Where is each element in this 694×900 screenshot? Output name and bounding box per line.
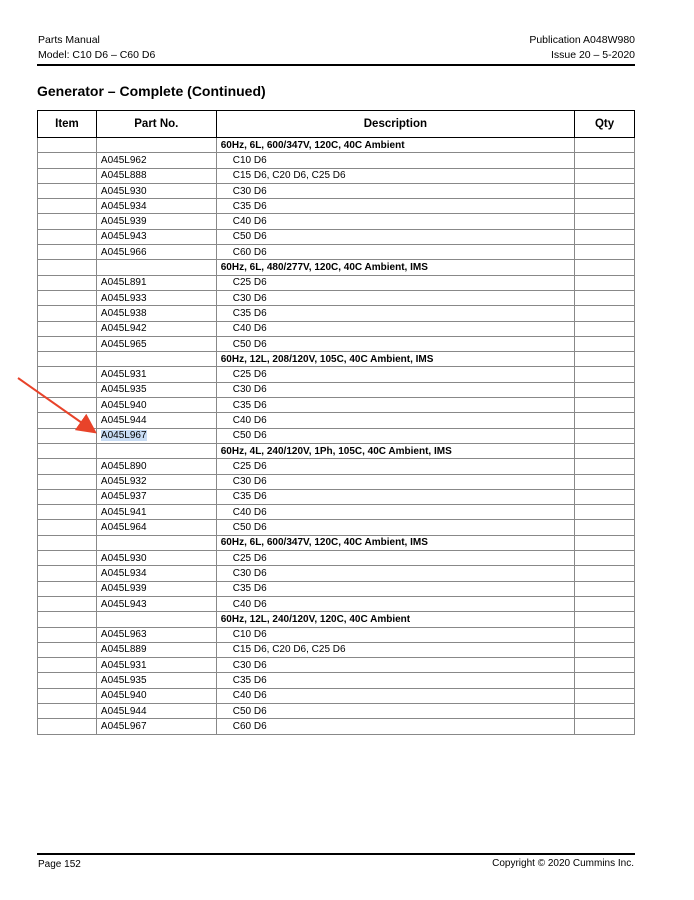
column-header-qty: Qty (575, 111, 635, 138)
part-number: A045L940 (100, 690, 147, 702)
part-number: A045L941 (100, 506, 147, 518)
copyright: Copyright © 2020 Cummins Inc. (492, 858, 634, 869)
part-number: A045L940 (100, 399, 147, 411)
section-heading: 60Hz, 12L, 240/120V, 120C, 40C Ambient (216, 612, 574, 627)
footer-divider (37, 853, 635, 855)
part-number: A045L932 (100, 476, 147, 488)
description-cell: C35 D6 (216, 673, 574, 688)
description-cell: C25 D6 (216, 367, 574, 382)
column-header-part-no: Part No. (96, 111, 216, 138)
description-cell: C35 D6 (216, 306, 574, 321)
description-cell: C40 D6 (216, 505, 574, 520)
description-cell: C35 D6 (216, 199, 574, 214)
description-cell: C60 D6 (216, 245, 574, 260)
issue-date: Issue 20 – 5-2020 (550, 49, 635, 61)
part-number: A045L942 (100, 323, 147, 335)
page-title: Generator – Complete (Continued) (37, 83, 266, 99)
description-cell: C50 D6 (216, 336, 574, 351)
column-header-item: Item (38, 111, 97, 138)
part-number: A045L935 (100, 384, 147, 396)
publication-number: Publication A048W980 (529, 34, 635, 46)
description-cell: C40 D6 (216, 596, 574, 611)
section-heading: 60Hz, 6L, 600/347V, 120C, 40C Ambient (216, 138, 574, 153)
part-number: A045L943 (100, 231, 147, 243)
part-number: A045L967 (100, 430, 147, 442)
part-number: A045L944 (100, 705, 147, 717)
part-number: A045L943 (100, 598, 147, 610)
part-number: A045L930 (100, 185, 147, 197)
description-cell: C35 D6 (216, 398, 574, 413)
part-number: A045L967 (100, 720, 147, 732)
part-number: A045L934 (100, 200, 147, 212)
part-number: A045L930 (100, 552, 147, 564)
description-cell: C35 D6 (216, 581, 574, 596)
section-heading: 60Hz, 6L, 600/347V, 120C, 40C Ambient, IMS (216, 535, 574, 550)
model-range: Model: C10 D6 – C60 D6 (38, 49, 156, 61)
description-cell: C40 D6 (216, 688, 574, 703)
description-cell: C30 D6 (216, 290, 574, 305)
description-cell: C15 D6, C20 D6, C25 D6 (216, 642, 574, 657)
section-heading: 60Hz, 6L, 480/277V, 120C, 40C Ambient, IMS (216, 260, 574, 275)
description-cell: C25 D6 (216, 459, 574, 474)
part-number: A045L938 (100, 307, 147, 319)
part-number: A045L965 (100, 338, 147, 350)
description-cell: C50 D6 (216, 229, 574, 244)
description-cell: C30 D6 (216, 566, 574, 581)
section-heading: 60Hz, 12L, 208/120V, 105C, 40C Ambient, IMS (216, 352, 574, 367)
part-number: A045L939 (100, 583, 147, 595)
part-number: A045L937 (100, 491, 147, 503)
column-header-description: Description (216, 111, 574, 138)
part-number: A045L890 (100, 460, 147, 472)
part-number: A045L935 (100, 675, 147, 687)
page-number: Page 152 (38, 859, 81, 870)
part-number: A045L933 (100, 292, 147, 304)
description-cell: C15 D6, C20 D6, C25 D6 (216, 168, 574, 183)
part-number: A045L931 (100, 369, 147, 381)
description-cell: C30 D6 (216, 382, 574, 397)
description-cell: C35 D6 (216, 489, 574, 504)
part-number: A045L931 (100, 659, 147, 671)
description-cell: C50 D6 (216, 520, 574, 535)
description-cell: C40 D6 (216, 321, 574, 336)
description-cell: C25 D6 (216, 551, 574, 566)
description-cell: C10 D6 (216, 153, 574, 168)
description-cell: C50 D6 (216, 703, 574, 718)
description-cell: C25 D6 (216, 275, 574, 290)
description-cell: C40 D6 (216, 413, 574, 428)
description-cell: C40 D6 (216, 214, 574, 229)
manual-title: Parts Manual (38, 34, 100, 46)
section-heading: 60Hz, 4L, 240/120V, 1Ph, 105C, 40C Ambient, IMS (216, 443, 574, 458)
part-number: A045L964 (100, 522, 147, 534)
part-number: A045L966 (100, 246, 147, 258)
part-number: A045L963 (100, 629, 147, 641)
part-number: A045L888 (100, 170, 147, 182)
description-cell: C30 D6 (216, 658, 574, 673)
part-number: A045L944 (100, 414, 147, 426)
part-number: A045L939 (100, 216, 147, 228)
description-cell: C30 D6 (216, 183, 574, 198)
part-number: A045L934 (100, 567, 147, 579)
description-cell: C50 D6 (216, 428, 574, 443)
description-cell: C60 D6 (216, 719, 574, 734)
part-number: A045L891 (100, 277, 147, 289)
part-number: A045L962 (100, 154, 147, 166)
description-cell: C30 D6 (216, 474, 574, 489)
part-number: A045L889 (100, 644, 147, 656)
description-cell: C10 D6 (216, 627, 574, 642)
